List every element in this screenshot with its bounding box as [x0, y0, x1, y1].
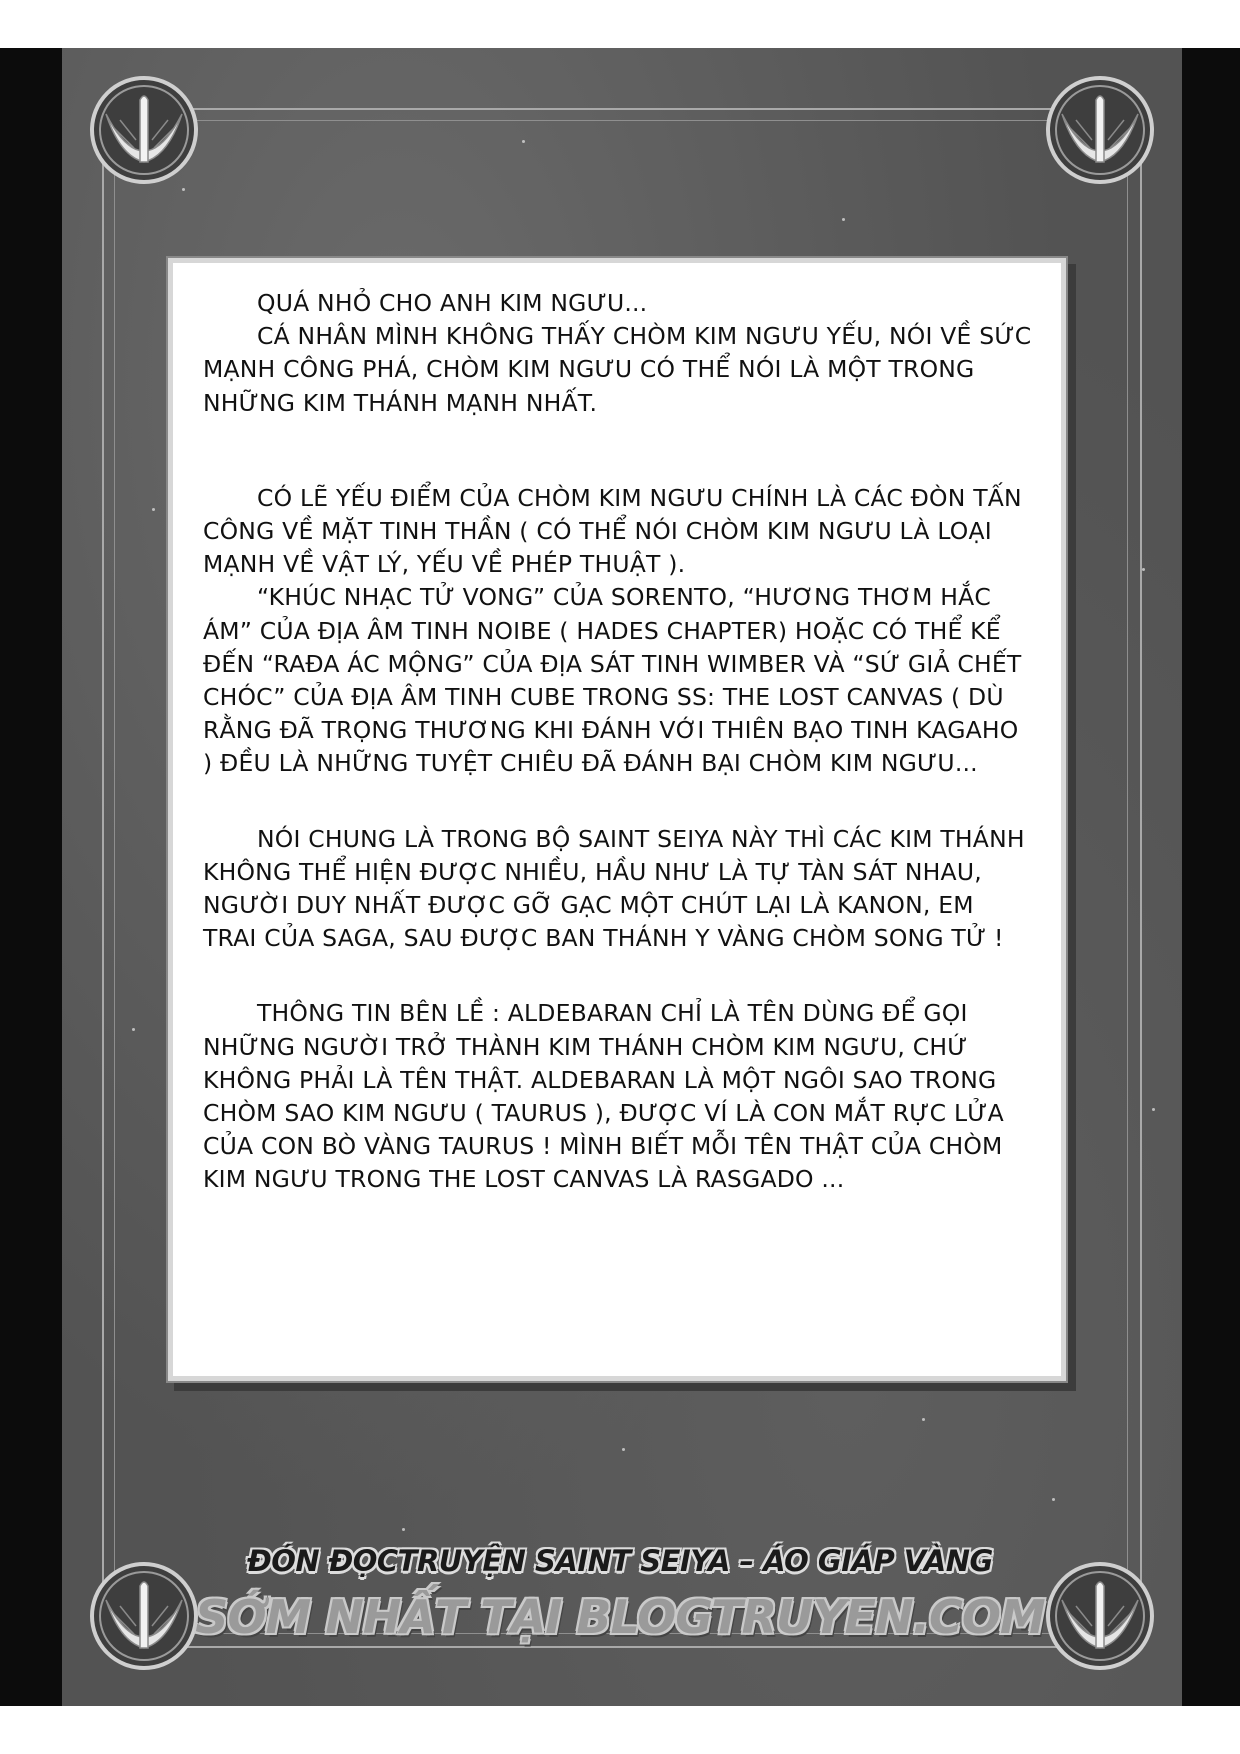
footer-watermark: SỚM NHẤT TẠI BLOGTRUYEN.COM: [195, 1590, 1045, 1644]
paragraph-trivia: THÔNG TIN BÊN LỀ : ALDEBARAN CHỈ LÀ TÊN DÙNG ĐỂ GỌI NHỮNG NGƯỜI TRỞ THÀNH KIM THÁNH CHÒM KIM NGƯU, CHỨ KHÔNG PHẢI LÀ TÊN THẬT. ALDEBARAN LÀ MỘT NGÔI SAO TRONG CHÒM SAO KIM NGƯU ( TAURUS ), ĐƯỢC VÍ LÀ CON MẮT RỰC LỬA CỦA CON BÒ VÀNG TAURUS ! MÌNH BIẾT MỖI TÊN THẬT CỦA CHÒM KIM NGƯU TRONG THE LOST CANVAS LÀ RASGADO ...: [203, 999, 1004, 1194]
paragraph-intro: QUÁ NHỎ CHO ANH KIM NGƯU...: [257, 289, 648, 317]
winged-emblem-icon: [1040, 70, 1160, 190]
paragraph-weakness: CÓ LẼ YẾU ĐIỂM CỦA CHÒM KIM NGƯU CHÍNH LÀ CÁC ĐÒN TẤN CÔNG VỀ MẶT TINH THẦN ( CÓ THỂ NÓI CHÒM KIM NGƯU LÀ LOẠI MẠNH VỀ VẬT LÝ, YẾU VỀ PHÉP THUẬT ).: [203, 483, 1022, 579]
text-body: [203, 287, 1033, 1197]
paragraph-gold-saints: NÓI CHUNG LÀ TRONG BỘ SAINT SEIYA NÀY THÌ CÁC KIM THÁNH KHÔNG THỂ HIỆN ĐƯỢC NHIỀU, HẦU NHƯ LÀ TỰ TÀN SÁT NHAU, NGƯỜI DUY NHẤT ĐƯỢC GỠ GẠC MỘT CHÚT LẠI LÀ KANON, EM TRAI CỦA SAGA, SAU ĐƯỢC BAN THÁNH Y VÀNG CHÒM SONG TỬ !: [203, 824, 1025, 953]
manga-page: [0, 48, 1240, 1706]
paragraph-strength: CÁ NHÂN MÌNH KHÔNG THẤY CHÒM KIM NGƯU YẾU, NÓI VỀ SỨC MẠNH CÔNG PHÁ, CHÒM KIM NGƯU CÓ THỂ NÓI LÀ MỘT TRONG NHỮNG KIM THÁNH MẠNH NHẤT.: [203, 322, 1032, 417]
winged-emblem-icon: [84, 70, 204, 190]
paragraph-techniques: “KHÚC NHẠC TỬ VONG” CỦA SORENTO, “HƯƠNG THƠM HẮC ÁM” CỦA ĐỊA ÂM TINH NOIBE ( HADES CHAPTER) HOẶC CÓ THỂ KỂ ĐẾN “RAĐA ÁC MỘNG” CỦA ĐỊA SÁT TINH WIMBER VÀ “SỨ GIẢ CHẾT CHÓC” CỦA ĐỊA ÂM TINH CUBE TRONG SS: THE LOST CANVAS ( DÙ RẰNG ĐÃ TRỌNG THƯƠNG KHI ĐÁNH VỚI THIÊN BẠO TINH KAGAHO ) ĐỀU LÀ NHỮNG TUYỆT CHIÊU ĐÃ ĐÁNH BẠI CHÒM KIM NGƯU...: [203, 583, 1022, 778]
text-box: [173, 263, 1061, 1376]
footer-promo-title: ĐÓN ĐỌCTRUYỆN SAINT SEIYA – ÁO GIÁP VÀNG: [247, 1544, 993, 1578]
